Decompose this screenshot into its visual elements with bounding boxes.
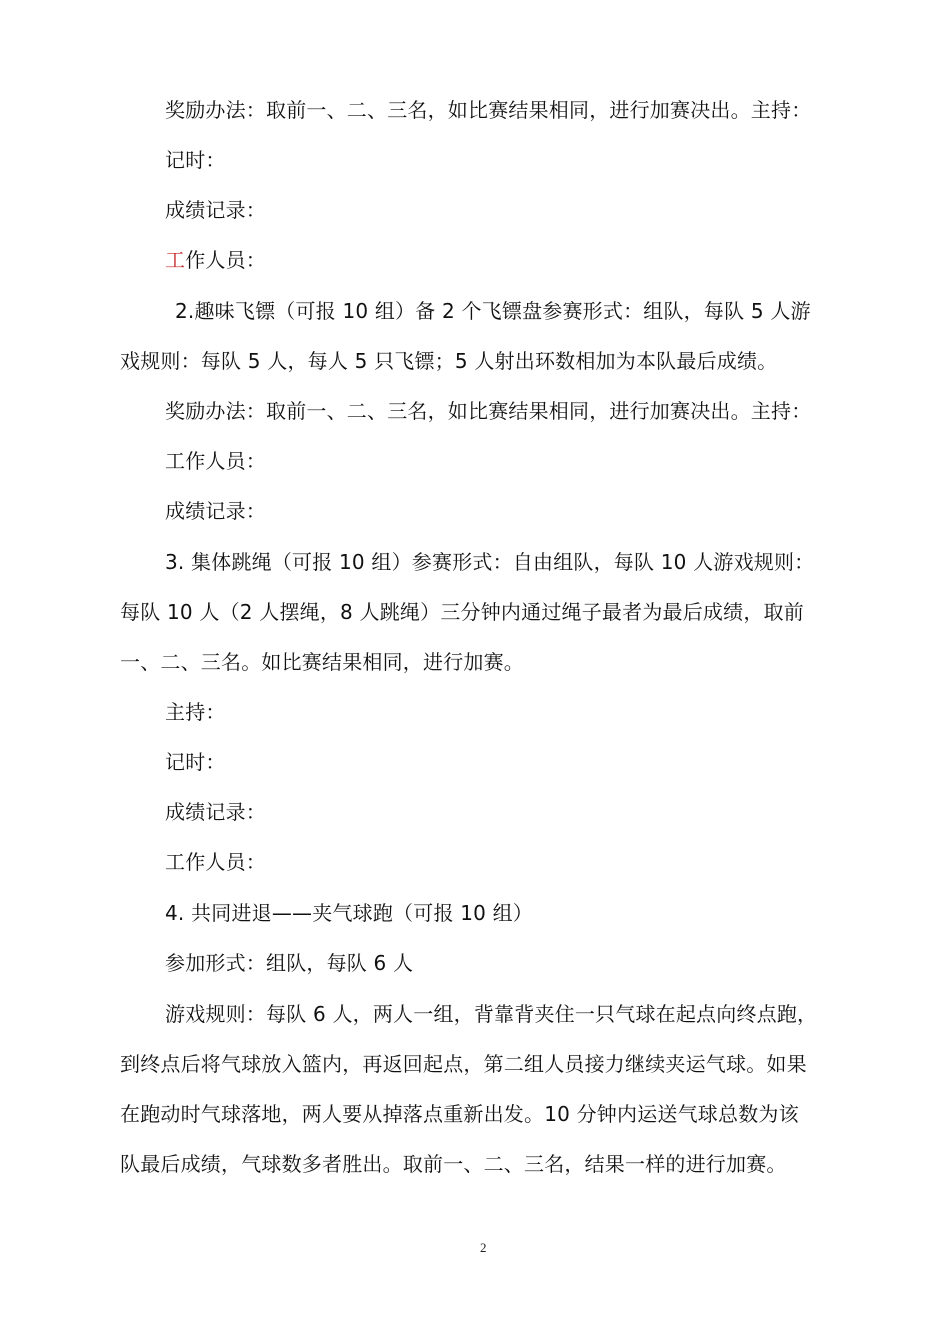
reward-rule-line-2: 奖励办法：取前一、二、三名，如比赛结果相同，进行加赛决出。主持： (165, 399, 812, 423)
score-record-label-1: 成绩记录： (165, 198, 266, 222)
staff-label-first-char: 工 (165, 248, 186, 272)
timekeeper-label-1: 记时： (165, 148, 226, 172)
staff-label-1 (165, 246, 266, 274)
page-number: 2 (480, 1240, 487, 1255)
score-record-label-3: 成绩记录： (165, 800, 266, 824)
rope-rules-line-2: 一、二、三名。如比赛结果相同，进行加赛。 (120, 650, 524, 674)
balloon-rules-line-2: 到终点后将气球放入篮内，再返回起点，第二组人员接力继续夹运气球。如果 (120, 1052, 807, 1076)
balloon-rules-line-1: 游戏规则：每队 6 人，两人一组，背靠背夹住一只气球在起点向终点跑， (165, 1002, 818, 1026)
host-label-3: 主持： (165, 700, 226, 724)
darts-heading-line: 2.趣味飞镖（可报 10 组）备 2 个飞镖盘参赛形式：组队，每队 5 人游 (175, 299, 811, 323)
darts-rules-line: 戏规则：每队 5 人，每人 5 只飞镖；5 人射出环数相加为本队最后成绩。 (120, 349, 778, 373)
balloon-rules-line-4: 队最后成绩，气球数多者胜出。取前一、二、三名，结果一样的进行加赛。 (120, 1152, 787, 1176)
balloon-heading-line: 4. 共同进退——夹气球跑（可报 10 组） (165, 901, 534, 925)
staff-label-2: 工作人员： (165, 449, 266, 473)
score-record-label-2: 成绩记录： (165, 499, 266, 523)
staff-label-rest: 作人员： (185, 248, 267, 272)
balloon-rules-line-3: 在跑动时气球落地，两人要从掉落点重新出发。10 分钟内运送气球总数为该 (120, 1102, 799, 1126)
rope-rules-line-1: 每队 10 人（2 人摆绳，8 人跳绳）三分钟内通过绳子最者为最后成绩，取前 (120, 600, 804, 624)
staff-label-3: 工作人员： (165, 850, 266, 874)
rope-heading-line: 3. 集体跳绳（可报 10 组）参赛形式：自由组队，每队 10 人游戏规则： (165, 550, 815, 574)
balloon-format-line: 参加形式：组队，每队 6 人 (165, 951, 414, 975)
reward-rule-line-1: 奖励办法：取前一、二、三名，如比赛结果相同，进行加赛决出。主持： (165, 98, 812, 122)
timekeeper-label-3: 记时： (165, 750, 226, 774)
